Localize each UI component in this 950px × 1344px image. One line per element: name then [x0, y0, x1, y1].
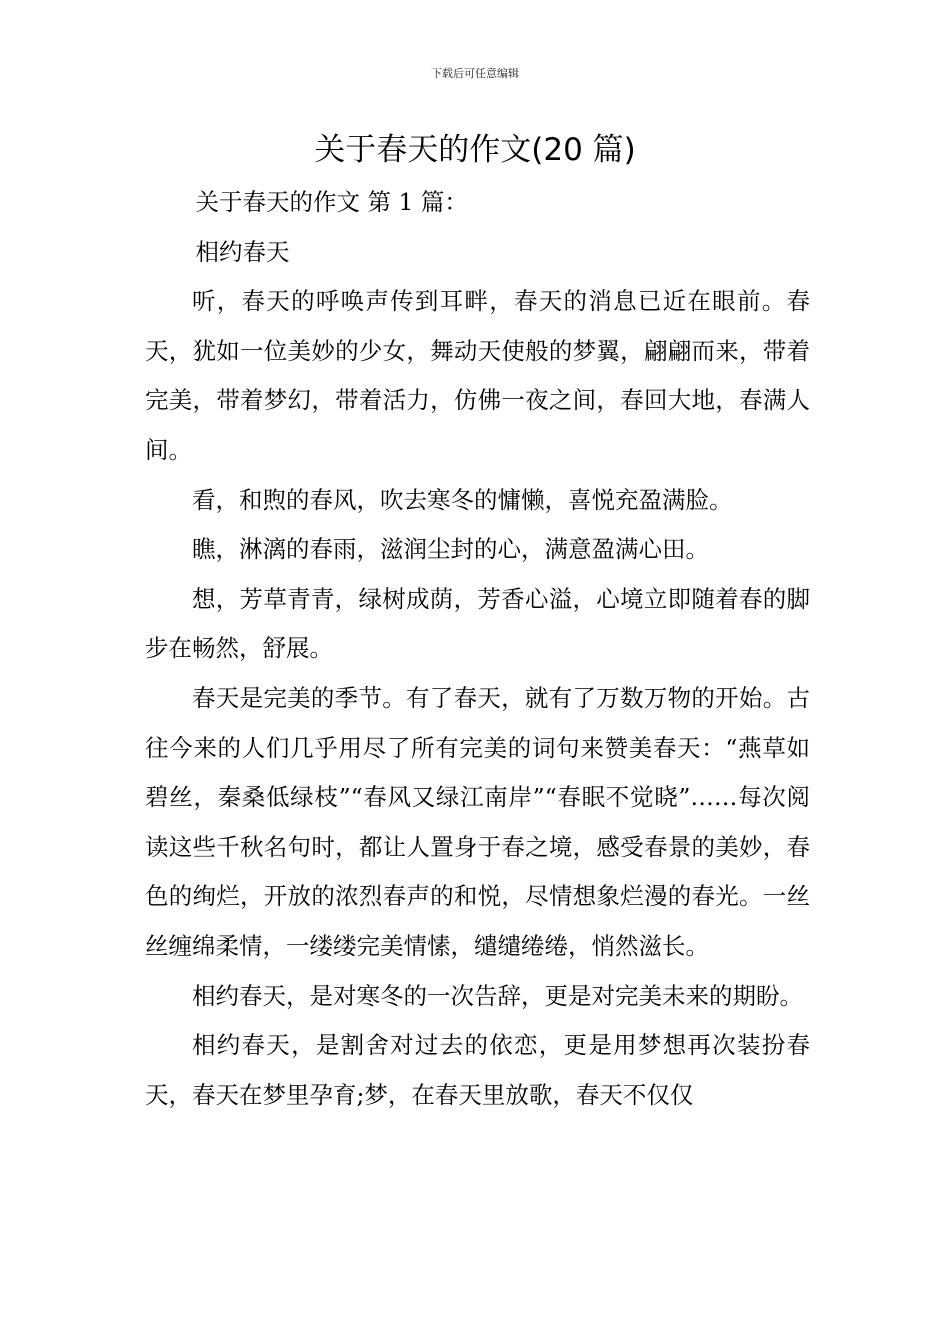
- essay-title: 相约春天: [195, 237, 290, 266]
- document-title: 关于春天的作文(20 篇): [314, 132, 636, 168]
- paragraph: 想，芳草青青，绿树成荫，芳香心溢，心境立即随着春的脚步在畅然，舒展。: [145, 584, 810, 663]
- document-body: [145, 178, 810, 1120]
- paragraph: 听，春天的呼唤声传到耳畔，春天的消息已近在眼前。春天，犹如一位美妙的少女，舞动天使般的梦翼，翩翩而来，带着完美，带着梦幻，带着活力，仿佛一夜之间，春回大地，春满人间。: [145, 287, 810, 464]
- paragraph: 春天是完美的季节。有了春天，就有了万数万物的开始。古往今来的人们几乎用尽了所有完美的词句来赞美春天：“燕草如碧丝，秦桑低绿枝”“春风又绿江南岸”“春眠不觉晓”……每次阅读这些千秋名句时，都让人置身于春之境，感受春景的美妙，春色的绚烂，开放的浓烈春声的和悦，尽情想象烂漫的春光。一丝丝缠绵柔情，一缕缕完美情愫，缱缱绻绻，悄然滋长。: [145, 683, 810, 960]
- section-heading: 关于春天的作文 第 1 篇：: [195, 188, 468, 216]
- paragraph: 看，和煦的春风，吹去寒冬的慵懒，喜悦充盈满脸。: [192, 485, 733, 514]
- paragraph: 瞧，淋漓的春雨，滋润尘封的心，满意盈满心田。: [192, 535, 709, 564]
- page-header-note: 下载后可任意编辑: [431, 67, 519, 80]
- paragraph: 相约春天，是割舍对过去的依恋，更是用梦想再次装扮春天，春天在梦里孕育;梦，在春天里放歌，春天不仅仅: [145, 1031, 810, 1109]
- paragraph: 相约春天，是对寒冬的一次告辞，更是对完美未来的期盼。: [192, 981, 803, 1010]
